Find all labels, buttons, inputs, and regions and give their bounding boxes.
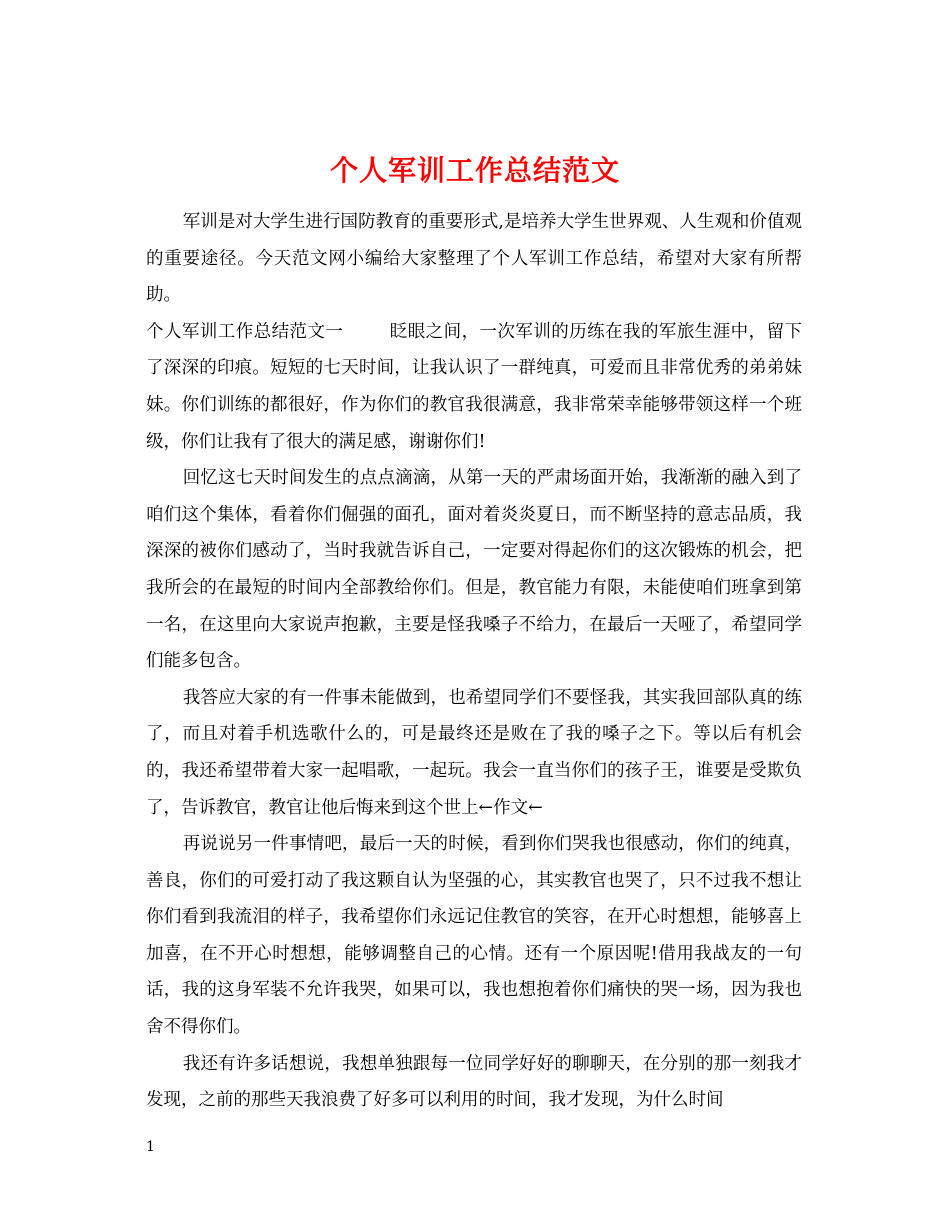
paragraph-last-day: 再说说另一件事情吧，最后一天的时候，看到你们哭我也很感动，你们的纯真，善良，你们的可爱打动了我这颗自认为坚强的心，其实教官也哭了，只不过我不想让你们看到我流泪的样子，我希望你们永远记住教官的笑容，在开心时想想，能够喜上加喜，在不开心时想想，能够调整自己的心情。还有一个原因呢!借用我战友的一句话，我的这身军装不允许我哭，如果可以，我也想抱着你们痛快的哭一场，因为我也舍不得你们。 bbox=[146, 834, 802, 1038]
section-one-text: 眨眼之间，一次军训的历练在我的军旅生涯中，留下了深深的印痕。短短的七天时间，让我认识了一群纯真，可爱而且非常优秀的弟弟妹妹。你们训练的都很好，作为你们的教官我很满意，我非常荣幸能够带领这样一个班级，你们让我有了很大的满足感，谢谢你们! bbox=[146, 321, 803, 452]
paragraph-farewell: 我还有许多话想说，我想单独跟每一位同学好好的聊聊天，在分别的那一刻我才发现，之前的那些天我浪费了好多可以利用的时间，我才发现，为什么时间 bbox=[146, 1053, 802, 1111]
paragraph-section-one bbox=[146, 314, 802, 460]
paragraph-intro: 军训是对大学生进行国防教育的重要形式,是培养大学生世界观、人生观和价值观的重要途径。今天范文网小编给大家整理了个人军训工作总结，希望对大家有所帮助。 bbox=[146, 212, 802, 306]
section-heading: 个人军训工作总结范文一 bbox=[146, 321, 344, 342]
document-title: 个人军训工作总结范文 bbox=[329, 153, 620, 187]
paragraph-promise: 我答应大家的有一件事未能做到，也希望同学们不要怪我，其实我回部队真的练了，而且对着手机选歌什么的，可是最终还是败在了我的嗓子之下。等以后有机会的，我还希望带着大家一起唱歌，一起玩。我会一直当你们的孩子王，谁要是受欺负了，告诉教官，教官让他后悔来到这个世上←作文← bbox=[146, 687, 802, 818]
page-number: 1 bbox=[146, 1139, 155, 1155]
paragraph-memories: 回忆这七天时间发生的点点滴滴，从第一天的严肃场面开始，我渐渐的融入到了咱们这个集体，看着你们倔强的面孔，面对着炎炎夏日，而不断坚持的意志品质，我深深的被你们感动了，当时我就告诉自己，一定要对得起你们的这次锻炼的机会，把我所会的在最短的时间内全部教给你们。但是，教官能力有限，未能使咱们班拿到第一名，在这里向大家说声抱歉，主要是怪我嗓子不给力，在最后一天哑了，希望同学们能多包含。 bbox=[146, 468, 802, 672]
document-body bbox=[146, 204, 802, 1119]
